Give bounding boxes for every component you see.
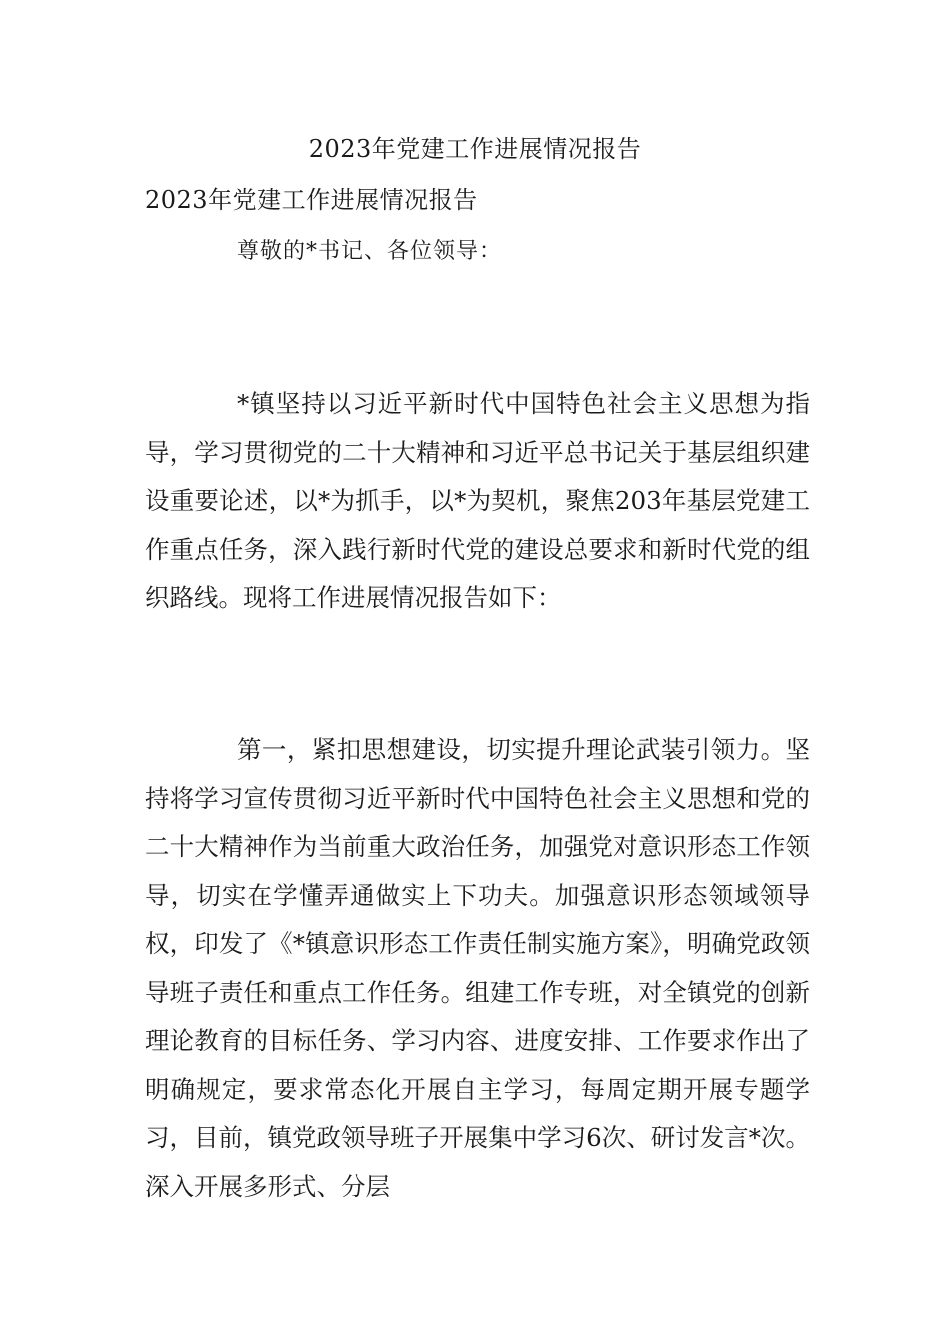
salutation: 尊敬的*书记、各位领导： [237, 239, 503, 264]
document-subtitle: 2023年党建工作进展情况报告 [145, 186, 478, 214]
paragraph-ideological-construction: 第一，紧扣思想建设，切实提升理论武装引领力。坚持将学习宣传贯彻习近平新时代中国特色社会主义思想和党的二十大精神作为当前重大政治任务，加强党对意识形态工作领导，切实在学懂弄通做实上下功夫。加强意识形态领域领导权，印发了《*镇意识形态工作责任制实施方案》，明确党政领导班子责任和重点工作任务。组建工作专班，对全镇党的创新理论教育的目标任务、学习内容、进度安排、工作要求作出了明确规定，要求常态化开展自主学习，每周定期开展专题学习，目前，镇党政领导班子开展集中学习6次、研讨发言*次。深入开展多形式、分层 [145, 735, 810, 1201]
document-title: 2023年党建工作进展情况报告 [308, 135, 642, 163]
paragraph-intro: *镇坚持以习近平新时代中国特色社会主义思想为指导，学习贯彻党的二十大精神和习近平总书记关于基层组织建设重要论述，以*为抓手，以*为契机，聚焦203年基层党建工作重点任务，深入践行新时代党的建设总要求和新时代党的组织路线。现将工作进展情况报告如下： [145, 389, 810, 612]
